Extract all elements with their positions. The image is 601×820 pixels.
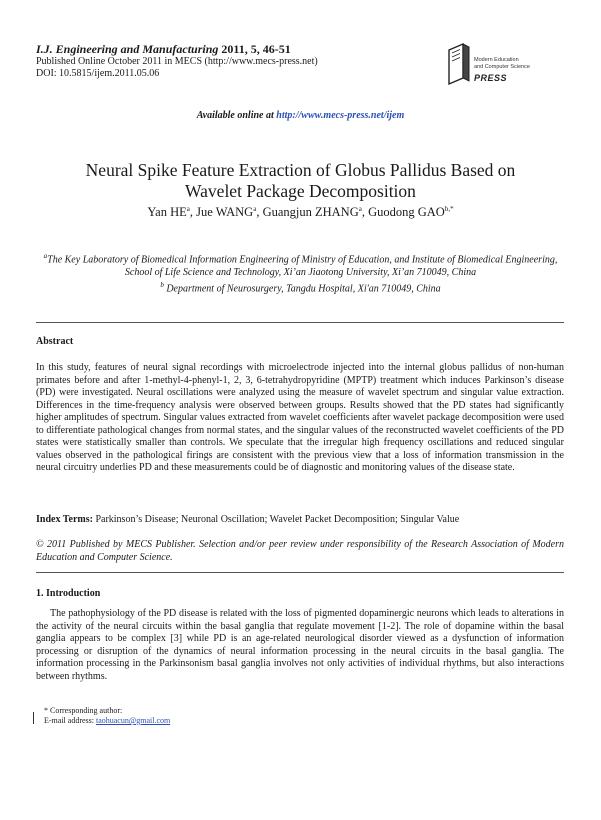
margin-change-bar	[33, 712, 34, 724]
journal-url-link[interactable]: http://www.mecs-press.net/ijem	[276, 110, 405, 121]
available-online	[0, 110, 601, 121]
affiliation-b-mark: b	[160, 281, 164, 290]
author-name: Guangjun ZHANG	[262, 205, 359, 220]
published-online: Published Online October 2011 in MECS (http://www.mecs-press.net)	[36, 56, 318, 67]
index-terms-label: Index Terms:	[36, 514, 93, 525]
journal-citation	[36, 42, 456, 56]
book-icon	[447, 42, 473, 86]
affiliation-b	[40, 279, 561, 296]
index-terms-text: Parkinson’s Disease; Neuronal Oscillation; Wavelet Packet Decomposition; Singular Value	[92, 514, 460, 525]
journal-issue: 2011, 5, 46-51	[221, 42, 291, 56]
email-link[interactable]: taohuacun@gmail.com	[95, 716, 171, 725]
footnote-email-label: E-mail address:	[44, 716, 96, 725]
author-list: Yan $HE^a$, Jue WANG$^a$, Guangjun ZHANG$^a$, Guodong $GAO^{b,*}$	[147, 205, 454, 220]
logo-press: PRESS	[474, 73, 508, 83]
journal-name: I.J. Engineering and Manufacturing	[36, 42, 219, 56]
introduction-text: The pathophysiology of the PD disease is related with the loss of pigmented dopaminergic neurons which leads to alterations in the activity of the neural circuits within the basal ganglia that regulate movement [1-2]. The role of dopamine within the basal ganglia appears to be complex [3] while PD is an age-related neurological disorder viewed as a dysfunction of information processing or disruption of the dynamics of neural information processing in the neural circuits in the basal ganglia. The information processing in the Parkinsonism basal ganglia involves not only activities of individual rhythms, but also interactions between rhythms.	[36, 608, 564, 682]
index-terms	[36, 514, 564, 527]
affiliation-a-mark: a	[43, 252, 48, 260]
author-affil-mark: a	[253, 205, 257, 213]
title-line-2: Wavelet Package Decomposition	[185, 181, 416, 201]
copyright-notice: © 2011 Published by MECS Publisher. Selection and/or peer review under responsibility of the Research Association of Modern Education and Computer Science.	[36, 539, 564, 563]
introduction-heading: 1. Introduction	[36, 588, 101, 599]
logo-line2: and Computer Science	[474, 63, 530, 70]
publisher-logo	[447, 40, 567, 90]
abstract-heading: Abstract	[36, 336, 74, 347]
footnote-corresponding: * Corresponding author:	[44, 706, 123, 715]
title-line-1: Neural Spike Feature Extraction of Globus Pallidus Based on	[85, 160, 516, 180]
doi: DOI: 10.5815/ijem.2011.05.06	[36, 68, 160, 79]
logo-text	[474, 57, 530, 70]
divider-bottom	[36, 572, 564, 573]
footnote	[44, 706, 170, 726]
footnote-email-line	[44, 716, 170, 726]
abstract-text: In this study, features of neural signal recordings with microelectrode injected into the internal globus pallidus of non-human primates before and after 1-methyl-4-phenyl-1, 2, 3, 6-tetrahydropyridine (MPTP) treatment which induces Parkinson’s disease (PD) were investigated. Neural oscillations were analyzed using the measure of wavelet spectrum and singular value extraction. Differences in the time-frequency analysis were observed between groups. Results showed that the PD states had significantly higher amplitudes of spectrum. Singular values extracted from wavelet coefficients after wavelet package decomposition were used to differentiate pathological changes from normal states, and the singular values of the reconstructed wavelet coefficients of the PD states were statistically smaller than controls. We speculate that the irregular high frequency oscillations and reduced singular values observed in the pathological firings are consistent with the previous view that a loss of information transmission in the neural circuitry underlies PD and these measurements could be of diagnostic and monitoring values of the disease state.	[36, 362, 564, 473]
affiliation-a	[40, 250, 561, 279]
author-affil-mark: a	[186, 205, 190, 213]
available-online-prefix: Available online at	[196, 110, 277, 121]
affiliations	[40, 250, 561, 296]
author-name: Yan HE	[147, 205, 187, 220]
author-affil-mark: a	[358, 205, 362, 213]
paper-title	[40, 160, 561, 202]
divider-top	[36, 322, 564, 323]
affiliation-b-text: Department of Neurosurgery, Tangdu Hospital, Xi'an 710049, China	[163, 283, 441, 295]
author-affil-mark: b,*	[444, 205, 454, 213]
journal-header	[36, 42, 456, 80]
affiliation-a-text: The Key Laboratory of Biomedical Information Engineering of Ministry of Education, and Institute of Biomedical Engineering, School of Life Science and Technology, Xi’an Jiaotong University, Xi’an 710049, China	[47, 254, 558, 278]
author-name: Jue WANG	[196, 205, 254, 220]
logo-line1: Modern Education	[474, 57, 519, 63]
author-name: Guodong GAO	[368, 205, 445, 220]
